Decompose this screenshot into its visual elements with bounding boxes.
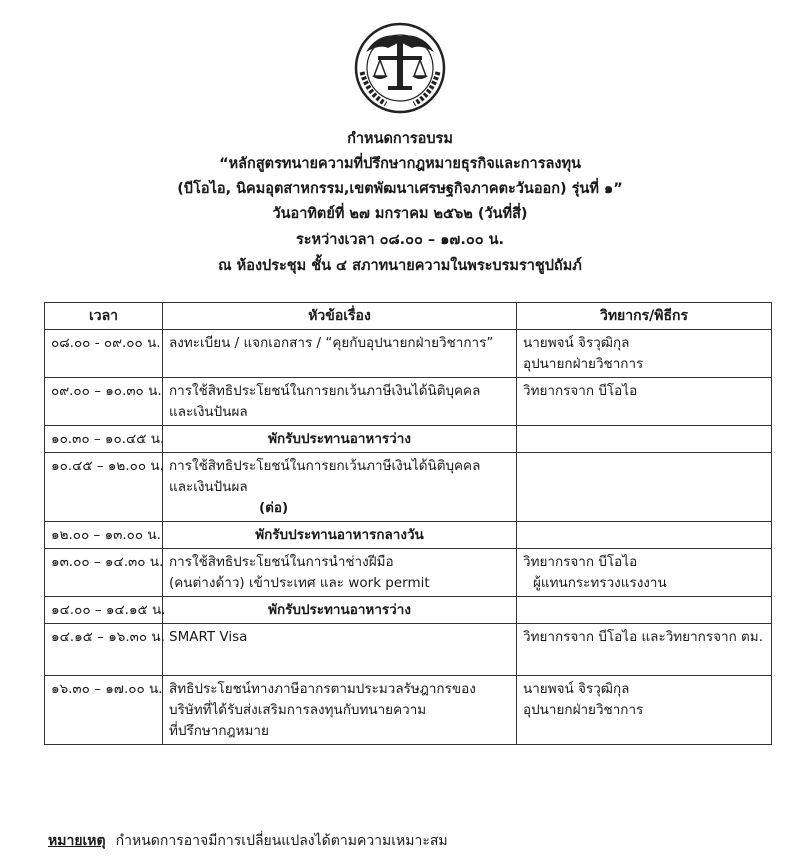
- col-header-topic: หัวข้อเรื่อง: [163, 303, 517, 330]
- table-row: [45, 676, 772, 745]
- break-cell: พักรับประทานอาหารกลางวัน: [163, 522, 517, 549]
- header-line-2: “หลักสูตรทนายความที่ปรึกษากฎหมายธุรกิจและการลงทุน: [219, 156, 581, 172]
- table-row: [45, 597, 772, 624]
- time-cell: ๐๙.๐๐ – ๑๐.๓๐ น.: [45, 378, 163, 426]
- table-row: [45, 624, 772, 676]
- speaker-cell: [517, 624, 772, 676]
- schedule-table: [44, 302, 772, 745]
- table-row: [45, 522, 772, 549]
- speaker-cell: [517, 549, 772, 597]
- col-header-speaker: วิทยากร/พิธีกร: [517, 303, 772, 330]
- speaker-cell: [517, 597, 772, 624]
- topic-text: ที่ปรึกษากฎหมาย: [169, 723, 269, 739]
- table-row: [45, 426, 772, 453]
- speaker-name: นายพจน์ จิรวุฒิกุล: [523, 681, 630, 697]
- topic-text: และเงินปันผล: [169, 479, 248, 495]
- topic-text: การใช้สิทธิประโยชน์ในการนำช่างฝีมือ: [169, 554, 394, 570]
- topic-cell: [163, 453, 517, 522]
- topic-text: การใช้สิทธิประโยชน์ในการยกเว้นภาษีเงินได้นิติบุคคล: [169, 458, 481, 474]
- speaker-cell: [517, 676, 772, 745]
- topic-cell: [163, 676, 517, 745]
- time-cell: ๑๔.๐๐ – ๑๔.๑๕ น.: [45, 597, 163, 624]
- lawyers-council-seal-logo: [354, 22, 446, 114]
- speaker-name: วิทยากรจาก บีโอไอ: [523, 383, 638, 399]
- table-row: [45, 378, 772, 426]
- speaker-title: อุปนายกฝ่ายวิชาการ: [523, 356, 644, 372]
- topic-cell: [163, 330, 517, 378]
- topic-text: SMART Visa: [169, 629, 248, 645]
- topic-text: สิทธิประโยชน์ทางภาษีอากรตามประมวลรัษฎากรของ: [169, 681, 476, 697]
- speaker-cell: [517, 426, 772, 453]
- break-cell: พักรับประทานอาหารว่าง: [163, 597, 517, 624]
- time-cell: ๑๖.๓๐ – ๑๗.๐๐ น.: [45, 676, 163, 745]
- topic-cell: [163, 549, 517, 597]
- table-row: [45, 549, 772, 597]
- footnote-text: กำหนดการอาจมีการเปลี่ยนแปลงได้ตามความเหมาะสม: [115, 833, 448, 849]
- speaker-name: วิทยากรจาก บีโอไอ: [523, 554, 638, 570]
- time-cell: ๐๘.๐๐ - ๐๙.๐๐ น.: [45, 330, 163, 378]
- col-header-time: เวลา: [45, 303, 163, 330]
- topic-cell: [163, 378, 517, 426]
- speaker-name: ผู้แทนกระทรวงแรงงาน: [533, 575, 667, 591]
- time-cell: ๑๐.๔๕ – ๑๒.๐๐ น.: [45, 453, 163, 522]
- header-line-3: (บีโอไอ, นิคมอุตสาหกรรม,เขตพัฒนาเศรษฐกิจภาคตะวันออก) รุ่นที่ ๑”: [177, 181, 623, 197]
- speaker-name: วิทยากรจาก บีโอไอ และวิทยากรจาก ตม.: [523, 629, 764, 645]
- footnote-label: หมายเหตุ: [48, 833, 106, 849]
- topic-text: (คนต่างด้าว) เข้าประเทศ และ work permit: [169, 575, 430, 591]
- table-row: [45, 330, 772, 378]
- table-header-row: [45, 303, 772, 330]
- time-cell: ๑๒.๐๐ – ๑๓.๐๐ น.: [45, 522, 163, 549]
- header-line-1: กำหนดการอบรม: [347, 131, 453, 147]
- speaker-title: อุปนายกฝ่ายวิชาการ: [523, 702, 644, 718]
- header-line-6: ณ ห้องประชุม ชั้น ๔ สภาทนายความในพระบรมราชูปถัมภ์: [218, 258, 582, 274]
- break-cell: พักรับประทานอาหารว่าง: [163, 426, 517, 453]
- speaker-cell: [517, 522, 772, 549]
- topic-cell: [163, 624, 517, 676]
- speaker-name: นายพจน์ จิรวุฒิกุล: [523, 335, 630, 351]
- time-cell: ๑๓.๐๐ – ๑๔.๓๐ น.: [45, 549, 163, 597]
- topic-text: ลงทะเบียน / แจกเอกสาร / “คุยกับอุปนายกฝ่ายวิชาการ”: [169, 335, 494, 351]
- continued-label: (ต่อ): [259, 500, 289, 516]
- table-row: [45, 453, 772, 522]
- header-line-4: วันอาทิตย์ที่ ๒๗ มกราคม ๒๕๖๒ (วันที่สี่): [272, 206, 528, 222]
- header-line-5: ระหว่างเวลา ๐๘.๐๐ – ๑๗.๐๐ น.: [295, 232, 505, 248]
- topic-text: การใช้สิทธิประโยชน์ในการยกเว้นภาษีเงินได้นิติบุคคล: [169, 383, 481, 399]
- topic-text: บริษัทที่ได้รับส่งเสริมการลงทุนกับทนายความ: [169, 702, 427, 718]
- speaker-cell: [517, 378, 772, 426]
- time-cell: ๑๔.๑๕ – ๑๖.๓๐ น.: [45, 624, 163, 676]
- footnote: [48, 830, 448, 852]
- topic-text: และเงินปันผล: [169, 404, 248, 420]
- speaker-cell: [517, 330, 772, 378]
- time-cell: ๑๐.๓๐ – ๑๐.๔๕ น.: [45, 426, 163, 453]
- speaker-cell: [517, 453, 772, 522]
